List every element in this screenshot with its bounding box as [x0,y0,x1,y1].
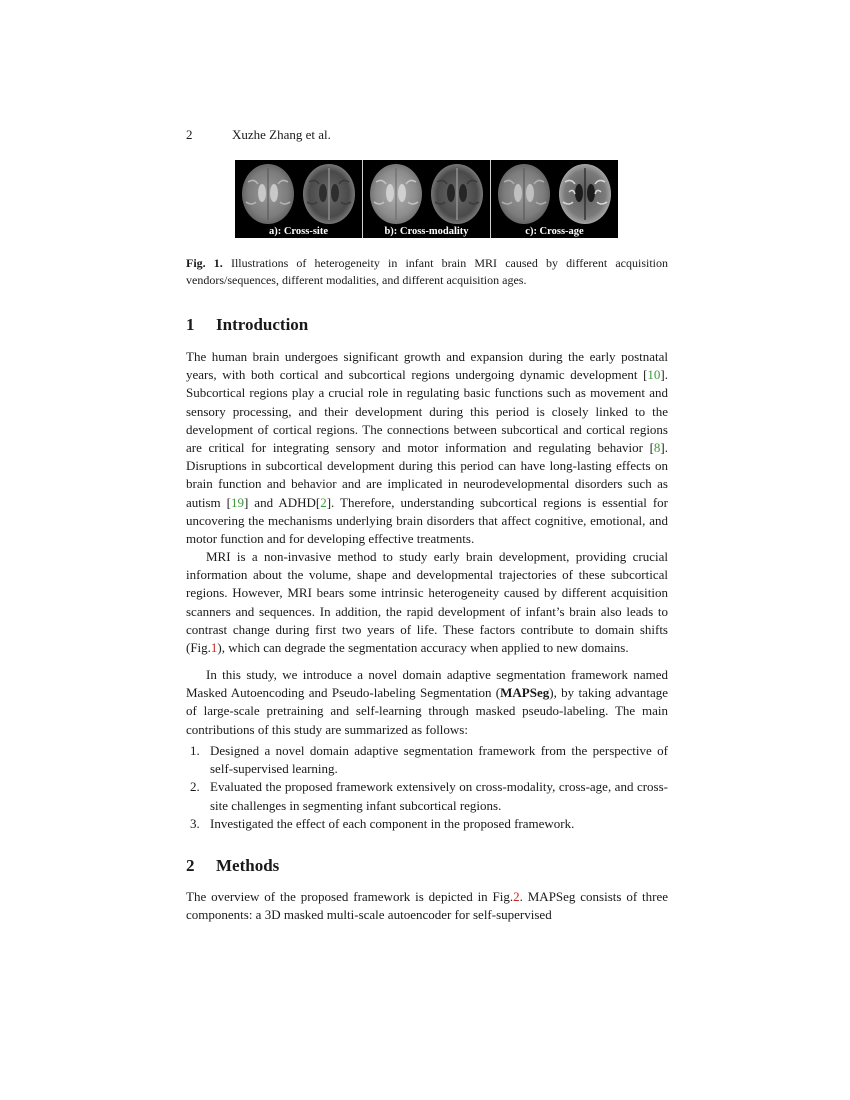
list-text: Evaluated the proposed framework extensively on cross-modality, cross-age, and cross-site challenges in segmenting infant subcortical regions. [210,779,668,813]
list-item [186,742,668,778]
methods-paragraph-1 [186,888,668,924]
figure-panel-label: c): Cross-age [525,226,584,237]
brain-mri-image [238,162,298,226]
brain-mri-image [494,162,554,226]
intro-paragraph-3 [186,666,668,739]
section-heading-introduction [186,315,308,335]
section-number: 1 [186,315,195,334]
text-span: ]. Therefore, understanding subcortical regions is essential for uncovering the mechanisms underlying brain disorders that affect cognitive, emotional, and motor function and for developing effective treatments. [186,494,668,547]
figure-panel-label: a): Cross-site [268,226,328,237]
figure-panel-label: b): Cross-modality [384,226,469,237]
running-header [186,127,331,143]
list-number: 2. [190,779,200,795]
figure-ref-link[interactable]: 2 [513,889,520,904]
citation-link[interactable]: 10 [647,367,661,383]
intro-paragraph-2 [186,548,668,657]
text-span: ]. Disruptions in subcortical development during this period can have long-lasting effects on brain function and behavior and are implicated in neurodevelopmental disorders such as autism [ [186,440,668,510]
text-span: ]. Subcortical regions play a crucial role in regulating basic functions such as movement and sensory processing, and their development during this period is closely linked to the development of cortical regions. The connections between subcortical and cortical regions are critical for integrating sensory and motor information and regulating behavior [ [186,367,668,456]
figure-panel-cross-site [235,160,362,238]
text-span: ), which can degrade the segmentation accuracy when applied to new domains. [217,640,629,656]
text-span: MRI is a non-invasive method to study early brain development, providing crucial information about the volume, shape and developmental trajectories of these subcortical regions. However, MRI bears some intrinsic heterogeneity caused by different acquisition scanners and sequences. In addition, the rapid development of infant’s brain also leads to contrast change during first two years of life. These factors contribute to domain shifts (Fig. [186,549,668,656]
citation-link[interactable]: 8 [653,440,661,456]
brain-mri-image [299,162,359,226]
caption-label: Fig. 1. [186,256,223,270]
section-title: Introduction [216,315,309,334]
contributions-list [186,742,668,833]
brain-mri-image [366,162,426,226]
figure-ref-link[interactable]: 1 [210,640,218,656]
text-span: ), by taking advantage of large-scale pretraining and self-learning through masked pseudo-labeling. The main contributions of this study are summarized as follows: [186,685,669,737]
running-title: Xuzhe Zhang et al. [232,127,331,142]
figure-panel-cross-modality [363,160,490,238]
text-span: . MAPSeg consists of three components: a 3D masked multi-scale autoencoder for self-supervised [186,889,668,923]
list-text: Designed a novel domain adaptive segmentation framework from the perspective of self-supervised learning. [210,743,668,777]
citation-link[interactable]: 19 [230,494,244,510]
text-span: In this study, we introduce a novel domain adaptive segmentation framework named Masked Autoencoding and Pseudo-labeling Segmentation ( [186,667,668,701]
figure-1 [235,160,618,238]
method-name: MAPSeg [500,685,550,701]
caption-text: Illustrations of heterogeneity in infant brain MRI caused by different acquisition vendors/sequences, different modalities, and different acquisition ages. [186,256,668,287]
intro-paragraph-1 [186,348,668,548]
text-span: ] and ADHD[ [243,494,321,510]
list-item [186,778,668,814]
text-span: The overview of the proposed framework is depicted in Fig. [186,889,514,904]
list-number: 3. [190,815,200,831]
figure-panel-cross-age [491,160,618,238]
figure-caption [186,255,668,289]
section-number: 2 [186,856,195,875]
list-number: 1. [190,743,200,758]
text-span: The human brain undergoes significant growth and expansion during the early postnatal years, with both cortical and subcortical regions undergoing dynamic development [ [186,349,668,383]
section-heading-methods [186,856,279,876]
brain-mri-image [555,162,615,226]
citation-link[interactable]: 2 [320,494,327,510]
page-number: 2 [186,127,193,142]
brain-mri-image [427,162,487,226]
list-item [186,815,668,833]
section-title: Methods [216,856,280,875]
list-text: Investigated the effect of each component in the proposed framework. [210,815,575,831]
